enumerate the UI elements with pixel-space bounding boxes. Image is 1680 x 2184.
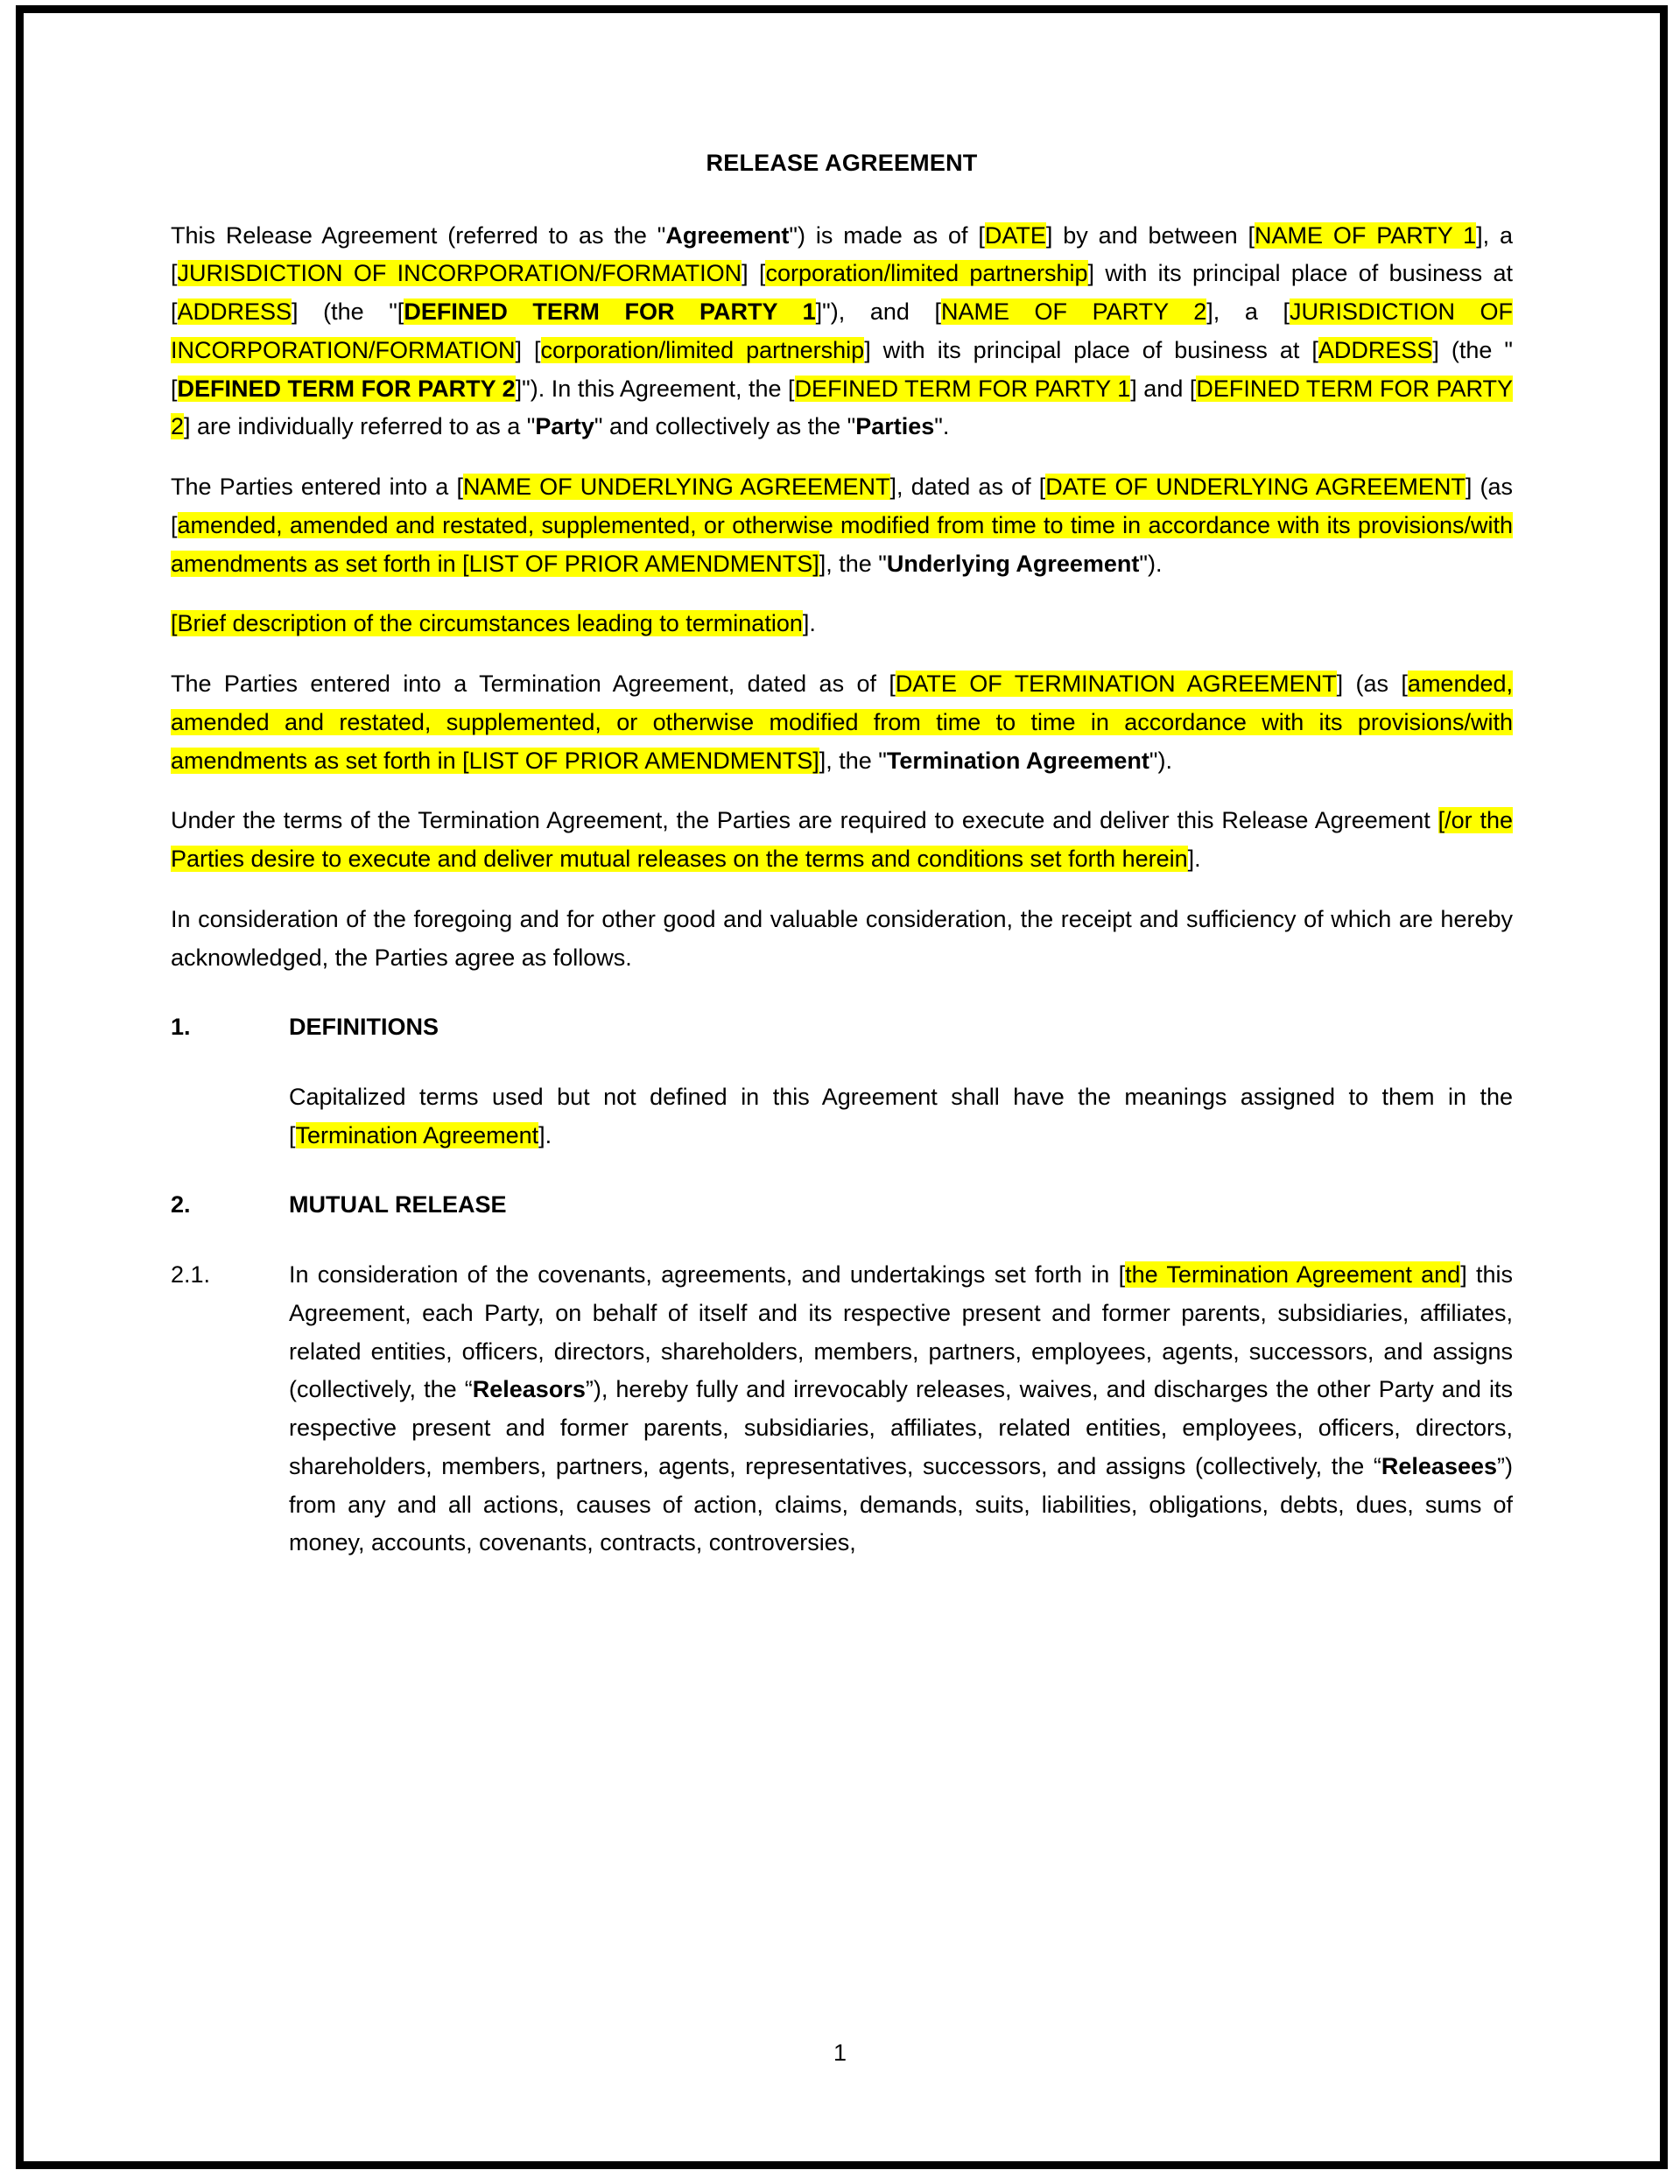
clause-body-2-1: [289, 1256, 1513, 1563]
placeholder-date: DATE: [984, 221, 1046, 249]
text-fragment: ].: [538, 1121, 552, 1148]
placeholder-entity-type-party-1: corporation/limited partnership: [765, 260, 1088, 287]
text-fragment: ]"), and [: [815, 298, 941, 326]
text-fragment: ], dated as of [: [889, 474, 1046, 501]
placeholder-alternative-recital: [/or the Parties desire to execute and deliver mutual releases on the terms and conditions set forth herein: [171, 807, 1513, 873]
placeholder-defined-term-party-1-ref: DEFINED TERM FOR PARTY 1: [794, 375, 1131, 402]
text-fragment: In consideration of the covenants, agreements, and undertakings set forth in [: [289, 1261, 1126, 1289]
paragraph-consideration: [171, 901, 1513, 977]
text-fragment: ] (the "[: [292, 298, 404, 326]
section-title-mutual-release: MUTUAL RELEASE: [289, 1191, 507, 1218]
text-fragment: The Parties entered into a [: [171, 474, 463, 501]
paragraph-termination-circumstances: [171, 605, 1513, 643]
text-fragment: ], the ": [819, 747, 887, 774]
placeholder-defined-term-party-2: DEFINED TERM FOR PARTY 2: [177, 375, 516, 402]
placeholder-jurisdiction-party-1: JURISDICTION OF INCORPORATION/FORMATION: [177, 260, 742, 287]
placeholder-defined-term-party-1: DEFINED TERM FOR PARTY 1: [404, 298, 816, 326]
text-fragment: ] and [: [1130, 375, 1197, 402]
defined-term-releasors: Releasors: [472, 1376, 586, 1403]
text-fragment: ] (as [: [1336, 671, 1408, 698]
placeholder-name-party-1: NAME OF PARTY 1: [1254, 221, 1477, 249]
defined-term-agreement: Agreement: [665, 221, 790, 249]
text-fragment: This Release Agreement (referred to as the ": [171, 221, 666, 249]
text-fragment: ].: [1187, 846, 1201, 873]
text-fragment: ".: [934, 413, 950, 440]
placeholder-entity-type-party-2: corporation/limited partnership: [540, 336, 865, 363]
text-fragment: ] are individually referred to as a ": [184, 413, 536, 440]
text-fragment: ].: [802, 610, 816, 637]
text-fragment: ], a [: [171, 221, 1513, 287]
page-title: RELEASE AGREEMENT: [706, 150, 978, 176]
placeholder-address-party-1: ADDRESS: [177, 298, 292, 326]
text-fragment: ] [: [515, 336, 541, 363]
section-heading-definitions: [171, 1008, 1513, 1047]
text-fragment: " and collectively as the ": [594, 413, 856, 440]
text-fragment: ”), hereby fully and irrevocably releases, waives, and discharges the other Party and its respective present and former parents, subsidiaries, affiliates, related entities, employees, officers, directors, shareholders, members, partners, agents, representatives, successors, and assigns (collectively, the “: [289, 1376, 1514, 1479]
text-fragment: ] by and between [: [1045, 221, 1255, 249]
page-number-footer: 1: [833, 2040, 847, 2066]
text-fragment: ]"). In this Agreement, the [: [515, 375, 795, 402]
document-content: [171, 149, 1513, 1584]
text-fragment: ") is made as of [: [789, 221, 985, 249]
placeholder-name-underlying-agreement: NAME OF UNDERLYING AGREEMENT: [462, 474, 890, 501]
text-fragment: The Parties entered into a Termination Agreement, dated as of [: [171, 671, 896, 698]
text-fragment: ], the ": [819, 550, 887, 577]
text-fragment: ] (the "[: [171, 336, 1513, 402]
text-fragment: ] with its principal place of business at [: [171, 260, 1513, 326]
section-title-definitions: DEFINITIONS: [289, 1014, 439, 1041]
placeholder-amendment-language-termination: amended, amended and restated, supplemented, or otherwise modified from time to time in accordance with its provisions/with amendments as set forth in [LIST OF PRIOR AMENDMENTS]: [171, 671, 1514, 774]
text-fragment: In consideration of the foregoing and for other good and valuable consideration, the receipt and sufficiency of which are hereby acknowledged, the Parties agree as follows.: [171, 905, 1513, 971]
text-fragment: ”) from any and all actions, causes of action, claims, demands, suits, liabilities, obligations, debts, dues, sums of money, accounts, covenants, contracts, controversies,: [289, 1452, 1513, 1556]
section-number-2: 2.: [171, 1191, 191, 1218]
paragraph-underlying-agreement: [171, 468, 1513, 583]
defined-term-termination-agreement: Termination Agreement: [886, 747, 1149, 774]
section-number-1: 1.: [171, 1014, 191, 1041]
defined-term-parties: Parties: [855, 413, 935, 440]
placeholder-amendment-language: amended, amended and restated, supplemented, or otherwise modified from time to time in accordance with its provisions/with amendments as set forth in [LIST OF PRIOR AMENDMENTS]: [171, 511, 1513, 577]
placeholder-date-underlying-agreement: DATE OF UNDERLYING AGREEMENT: [1045, 474, 1466, 501]
text-fragment: ] with its principal place of business at [: [864, 336, 1318, 363]
section-heading-mutual-release: [171, 1186, 1513, 1225]
text-fragment: ").: [1139, 550, 1163, 577]
placeholder-jurisdiction-party-2: JURISDICTION OF INCORPORATION/FORMATION: [171, 298, 1514, 363]
text-fragment: ], a [: [1206, 298, 1290, 326]
text-fragment: ").: [1149, 747, 1172, 774]
placeholder-name-party-2: NAME OF PARTY 2: [940, 298, 1207, 326]
clause-2-1: [171, 1256, 1513, 1563]
paragraph-recitals-parties: [171, 217, 1513, 446]
placeholder-termination-agreement-and: the Termination Agreement and: [1125, 1261, 1461, 1289]
text-fragment: ] [: [742, 260, 766, 287]
text-fragment: Capitalized terms used but not defined in this Agreement shall have the meanings assigned to them in the [: [289, 1083, 1513, 1148]
placeholder-defined-term-party-2-ref: DEFINED TERM FOR PARTY 2: [171, 375, 1513, 440]
defined-term-party: Party: [535, 413, 594, 440]
placeholder-date-termination-agreement: DATE OF TERMINATION AGREEMENT: [895, 671, 1337, 698]
paragraph-execution-requirement: [171, 802, 1513, 878]
text-fragment: Under the terms of the Termination Agreement, the Parties are required to execute and deliver this Release Agreement: [171, 807, 1438, 834]
placeholder-termination-description: [Brief description of the circumstances leading to termination: [171, 610, 803, 637]
paragraph-termination-agreement: [171, 665, 1513, 780]
text-fragment: ] (as [: [171, 474, 1513, 538]
text-fragment: ] this Agreement, each Party, on behalf of itself and its respective present and former parents, subsidiaries, affiliates, related entities, officers, directors, shareholders, members, partners, employees, agents, successors, and assigns (collectively, the “: [289, 1261, 1513, 1403]
placeholder-termination-agreement-ref: Termination Agreement: [295, 1121, 539, 1148]
section-body-definitions: [289, 1078, 1513, 1155]
placeholder-address-party-2: ADDRESS: [1318, 336, 1433, 363]
defined-term-releasees: Releasees: [1381, 1452, 1498, 1479]
clause-number-2-1: 2.1.: [171, 1261, 211, 1289]
defined-term-underlying-agreement: Underlying Agreement: [886, 550, 1140, 577]
